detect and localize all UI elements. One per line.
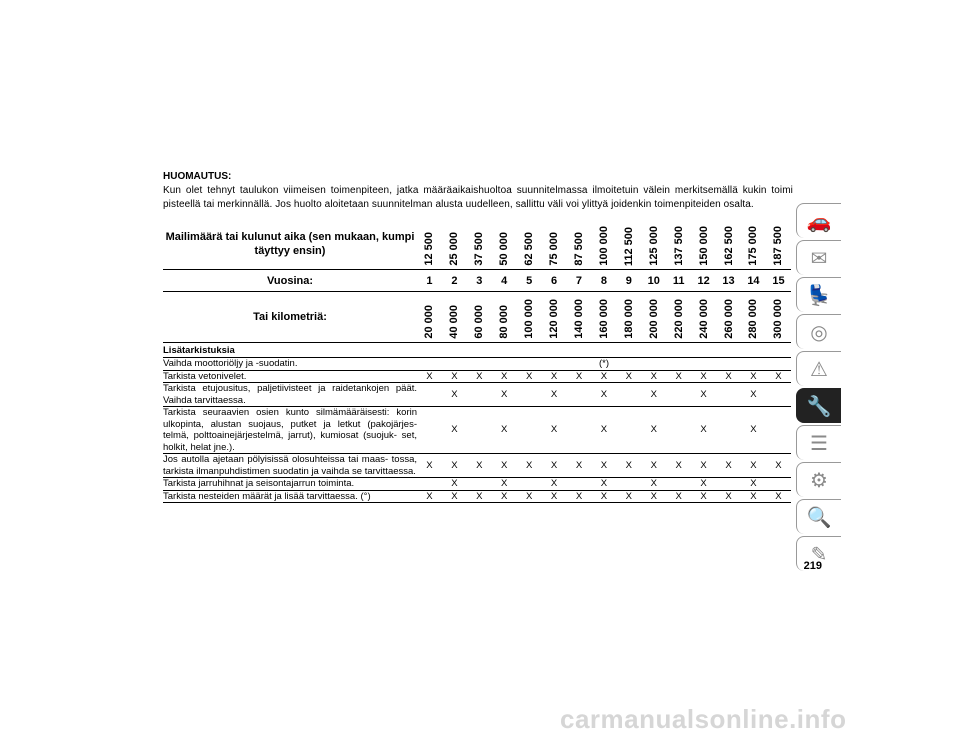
km-cell (666, 292, 691, 343)
row-label: Vaihda moottoriöljy ja -suodatin. (163, 358, 417, 371)
table-row (163, 383, 791, 407)
row-mark: X (741, 383, 766, 407)
row-mark: X (517, 490, 542, 503)
row-mark: X (691, 490, 716, 503)
row-mark: X (641, 383, 666, 407)
year-cell: 13 (716, 270, 741, 292)
page-number: 219 (803, 560, 822, 572)
car-seat-icon: 💺 (806, 284, 832, 307)
row-mark: X (766, 454, 791, 478)
mileage-value: 25 000 (448, 232, 461, 266)
mileage-cell (467, 219, 492, 270)
km-cell (641, 292, 666, 343)
mileage-value: 175 000 (747, 226, 760, 266)
row-mark: X (716, 490, 741, 503)
mileage-cell (567, 219, 592, 270)
row-mark: X (616, 490, 641, 503)
km-cell (467, 292, 492, 343)
row-label: Tarkista etujousitus, paljetiivisteet ja raidetankojen päät. Vaihda tarvittaessa. (163, 383, 417, 406)
car-crash-icon: ⚠ (810, 358, 828, 381)
km-cell (716, 292, 741, 343)
row-mark: X (442, 454, 467, 478)
row-mark (716, 478, 741, 491)
row-label: Jos autolla ajetaan pölyisissä olosuhteissa tai maas- tossa, tarkista ilmanpuhdistimen suodatin ja vaihda se tarvittaessa. (163, 454, 417, 477)
side-tabs (796, 203, 842, 573)
note-section (163, 170, 793, 212)
km-cell (591, 292, 616, 343)
row-mark: X (691, 478, 716, 491)
mileage-value: 75 000 (548, 232, 561, 266)
row-mark (716, 407, 741, 454)
row-mark: X (766, 370, 791, 383)
row-mark: X (591, 407, 616, 454)
row-mark (766, 478, 791, 491)
year-cell: 4 (492, 270, 517, 292)
row-mark: X (616, 370, 641, 383)
km-row (163, 292, 791, 343)
year-cell: 1 (417, 270, 442, 292)
car-info-icon: 🚗 (806, 210, 832, 233)
row-mark: X (442, 478, 467, 491)
row-label: Tarkista seuraavien osien kunto silmämääräisesti: korin ulkopinta, alustan suojaus, putket ja letkut (pakojärjes- telmä, polttoainejärjestelmä, jarrut), kumiosat (suojuk- set, holkit, helat jne.). (163, 407, 417, 453)
car-mail-icon: ✉ (810, 247, 828, 270)
row-mark: X (542, 478, 567, 491)
side-tab[interactable] (796, 277, 841, 312)
km-value: 140 000 (572, 299, 585, 339)
side-tab[interactable] (796, 388, 841, 423)
row-mark: X (492, 490, 517, 503)
row-mark: X (591, 490, 616, 503)
row-mark: X (641, 490, 666, 503)
car-service-icon: 🔧 (806, 395, 832, 418)
row-mark (567, 383, 592, 407)
km-value: 300 000 (772, 299, 785, 339)
row-mark (716, 383, 741, 407)
row-mark: X (542, 490, 567, 503)
km-cell (766, 292, 791, 343)
km-value: 280 000 (747, 299, 760, 339)
mileage-cell (442, 219, 467, 270)
year-cell: 7 (567, 270, 592, 292)
row-mark (567, 407, 592, 454)
mileage-cell (666, 219, 691, 270)
km-label: Tai kilometriä: (163, 292, 417, 343)
row-mark (666, 478, 691, 491)
side-tab[interactable] (796, 425, 841, 460)
mileage-row (163, 219, 791, 270)
checklist-icon: ☰ (810, 432, 828, 455)
row-mark: X (591, 370, 616, 383)
table-row (163, 370, 791, 383)
mileage-cell (741, 219, 766, 270)
row-mark: X (691, 383, 716, 407)
row-mark: X (641, 454, 666, 478)
year-cell: 6 (542, 270, 567, 292)
row-mark (417, 407, 442, 454)
km-cell (542, 292, 567, 343)
row-mark (666, 383, 691, 407)
steering-wheel-icon: ◎ (810, 321, 828, 344)
row-mark: X (666, 454, 691, 478)
side-tab[interactable] (796, 203, 841, 238)
mileage-value: 62 500 (523, 232, 536, 266)
table-row (163, 407, 791, 454)
mileage-value: 162 500 (722, 226, 735, 266)
settings-icon: ⚙ (810, 469, 828, 492)
mileage-value: 87 500 (572, 232, 585, 266)
search-icon: 🔍 (806, 506, 832, 529)
row-mark (766, 407, 791, 454)
year-cell: 3 (467, 270, 492, 292)
km-value: 240 000 (697, 299, 710, 339)
row-mark: X (542, 454, 567, 478)
km-cell (442, 292, 467, 343)
row-mark: X (666, 490, 691, 503)
years-label: Vuosina: (163, 270, 417, 292)
row-mark (616, 407, 641, 454)
header-label: Mailimäärä tai kulunut aika (sen mukaan, kumpi täyttyy ensin) (163, 219, 417, 270)
km-cell (567, 292, 592, 343)
row-mark: X (567, 454, 592, 478)
km-value: 20 000 (423, 305, 436, 339)
row-mark: X (467, 370, 492, 383)
row-mark: X (542, 383, 567, 407)
mileage-cell (417, 219, 442, 270)
row-mark: X (691, 454, 716, 478)
year-cell: 9 (616, 270, 641, 292)
km-value: 220 000 (672, 299, 685, 339)
maintenance-table (163, 219, 791, 503)
row-mark: X (417, 454, 442, 478)
row-mark: X (567, 370, 592, 383)
row-note: (*) (417, 358, 791, 371)
row-mark: X (741, 407, 766, 454)
row-mark: X (492, 407, 517, 454)
mileage-cell (591, 219, 616, 270)
km-value: 260 000 (722, 299, 735, 339)
row-mark: X (741, 478, 766, 491)
watermark: carmanualsonline.info (560, 704, 847, 734)
row-mark: X (716, 370, 741, 383)
table-row (163, 454, 791, 478)
language-icon: ✎ (810, 543, 828, 566)
row-mark: X (517, 370, 542, 383)
row-mark (616, 478, 641, 491)
km-cell (417, 292, 442, 343)
row-mark (616, 383, 641, 407)
year-cell: 10 (641, 270, 666, 292)
row-mark (666, 407, 691, 454)
row-label: Tarkista vetonivelet. (163, 370, 417, 383)
row-mark: X (641, 478, 666, 491)
row-mark (467, 478, 492, 491)
year-cell: 5 (517, 270, 542, 292)
row-mark: X (641, 407, 666, 454)
km-value: 80 000 (498, 305, 511, 339)
mileage-value: 125 000 (647, 226, 660, 266)
row-mark: X (766, 490, 791, 503)
km-value: 100 000 (523, 299, 536, 339)
mileage-cell (517, 219, 542, 270)
table-row (163, 358, 791, 371)
km-value: 200 000 (647, 299, 660, 339)
row-mark: X (467, 454, 492, 478)
row-mark: X (442, 383, 467, 407)
side-tab[interactable] (796, 462, 841, 497)
year-cell: 11 (666, 270, 691, 292)
row-mark: X (567, 490, 592, 503)
row-mark: X (492, 454, 517, 478)
row-mark (417, 478, 442, 491)
mileage-cell (641, 219, 666, 270)
row-mark: X (417, 490, 442, 503)
row-mark: X (691, 407, 716, 454)
mileage-value: 150 000 (697, 226, 710, 266)
row-mark: X (641, 370, 666, 383)
mileage-cell (691, 219, 716, 270)
mileage-cell (492, 219, 517, 270)
row-mark: X (716, 454, 741, 478)
row-mark: X (442, 490, 467, 503)
mileage-value: 12 500 (423, 232, 436, 266)
mileage-cell (616, 219, 641, 270)
row-mark: X (616, 454, 641, 478)
row-mark: X (542, 370, 567, 383)
row-mark: X (467, 490, 492, 503)
km-value: 60 000 (473, 305, 486, 339)
row-mark: X (542, 407, 567, 454)
mileage-value: 137 500 (672, 226, 685, 266)
table-row (163, 490, 791, 503)
table-row (163, 478, 791, 491)
row-mark: X (591, 478, 616, 491)
km-cell (691, 292, 716, 343)
km-value: 120 000 (548, 299, 561, 339)
row-mark (417, 383, 442, 407)
year-cell: 8 (591, 270, 616, 292)
row-mark: X (442, 370, 467, 383)
mileage-cell (716, 219, 741, 270)
mileage-value: 187 500 (772, 226, 785, 266)
mileage-value: 112 500 (622, 226, 635, 266)
km-value: 40 000 (448, 305, 461, 339)
side-tab[interactable] (796, 351, 841, 386)
year-cell: 12 (691, 270, 716, 292)
section-label: Lisätarkistuksia (163, 343, 791, 358)
row-mark (517, 383, 542, 407)
row-label: Tarkista jarruhihnat ja seisontajarrun toiminta. (163, 478, 417, 491)
row-mark: X (492, 478, 517, 491)
mileage-value: 100 000 (597, 226, 610, 266)
row-mark: X (666, 370, 691, 383)
km-value: 180 000 (622, 299, 635, 339)
side-tab[interactable] (796, 314, 841, 349)
row-mark: X (741, 370, 766, 383)
mileage-cell (766, 219, 791, 270)
row-mark: X (691, 370, 716, 383)
row-mark: X (741, 490, 766, 503)
section-row (163, 343, 791, 358)
row-mark (517, 478, 542, 491)
row-mark: X (591, 454, 616, 478)
side-tab[interactable] (796, 240, 841, 275)
row-mark: X (741, 454, 766, 478)
side-tab[interactable] (796, 499, 841, 534)
km-cell (616, 292, 641, 343)
row-mark (766, 383, 791, 407)
row-mark: X (591, 383, 616, 407)
km-cell (517, 292, 542, 343)
row-label: Tarkista nesteiden määrät ja lisää tarvittaessa. (°) (163, 490, 417, 503)
row-mark: X (492, 370, 517, 383)
year-cell: 14 (741, 270, 766, 292)
mileage-value: 37 500 (473, 232, 486, 266)
note-text: Kun olet tehnyt taulukon viimeisen toimenpiteen, jatka määräaikaishuoltoa suunnitelmassa ilmoitetuin välein merkitsemällä kukin toimi pisteellä tai merkinnällä. Jos huolto aloitetaan suunnitelman alusta uudelleen, sallittu väli voi ylittyä joidenkin toimenpiteiden osalta. (163, 185, 793, 210)
row-mark: X (417, 370, 442, 383)
year-cell: 2 (442, 270, 467, 292)
row-mark (467, 407, 492, 454)
row-mark (517, 407, 542, 454)
years-row (163, 270, 791, 292)
row-mark (467, 383, 492, 407)
row-mark: X (492, 383, 517, 407)
km-cell (741, 292, 766, 343)
km-cell (492, 292, 517, 343)
row-mark (567, 478, 592, 491)
note-title: HUOMAUTUS: (163, 171, 232, 182)
row-mark: X (442, 407, 467, 454)
mileage-cell (542, 219, 567, 270)
row-mark: X (517, 454, 542, 478)
year-cell: 15 (766, 270, 791, 292)
km-value: 160 000 (597, 299, 610, 339)
mileage-value: 50 000 (498, 232, 511, 266)
